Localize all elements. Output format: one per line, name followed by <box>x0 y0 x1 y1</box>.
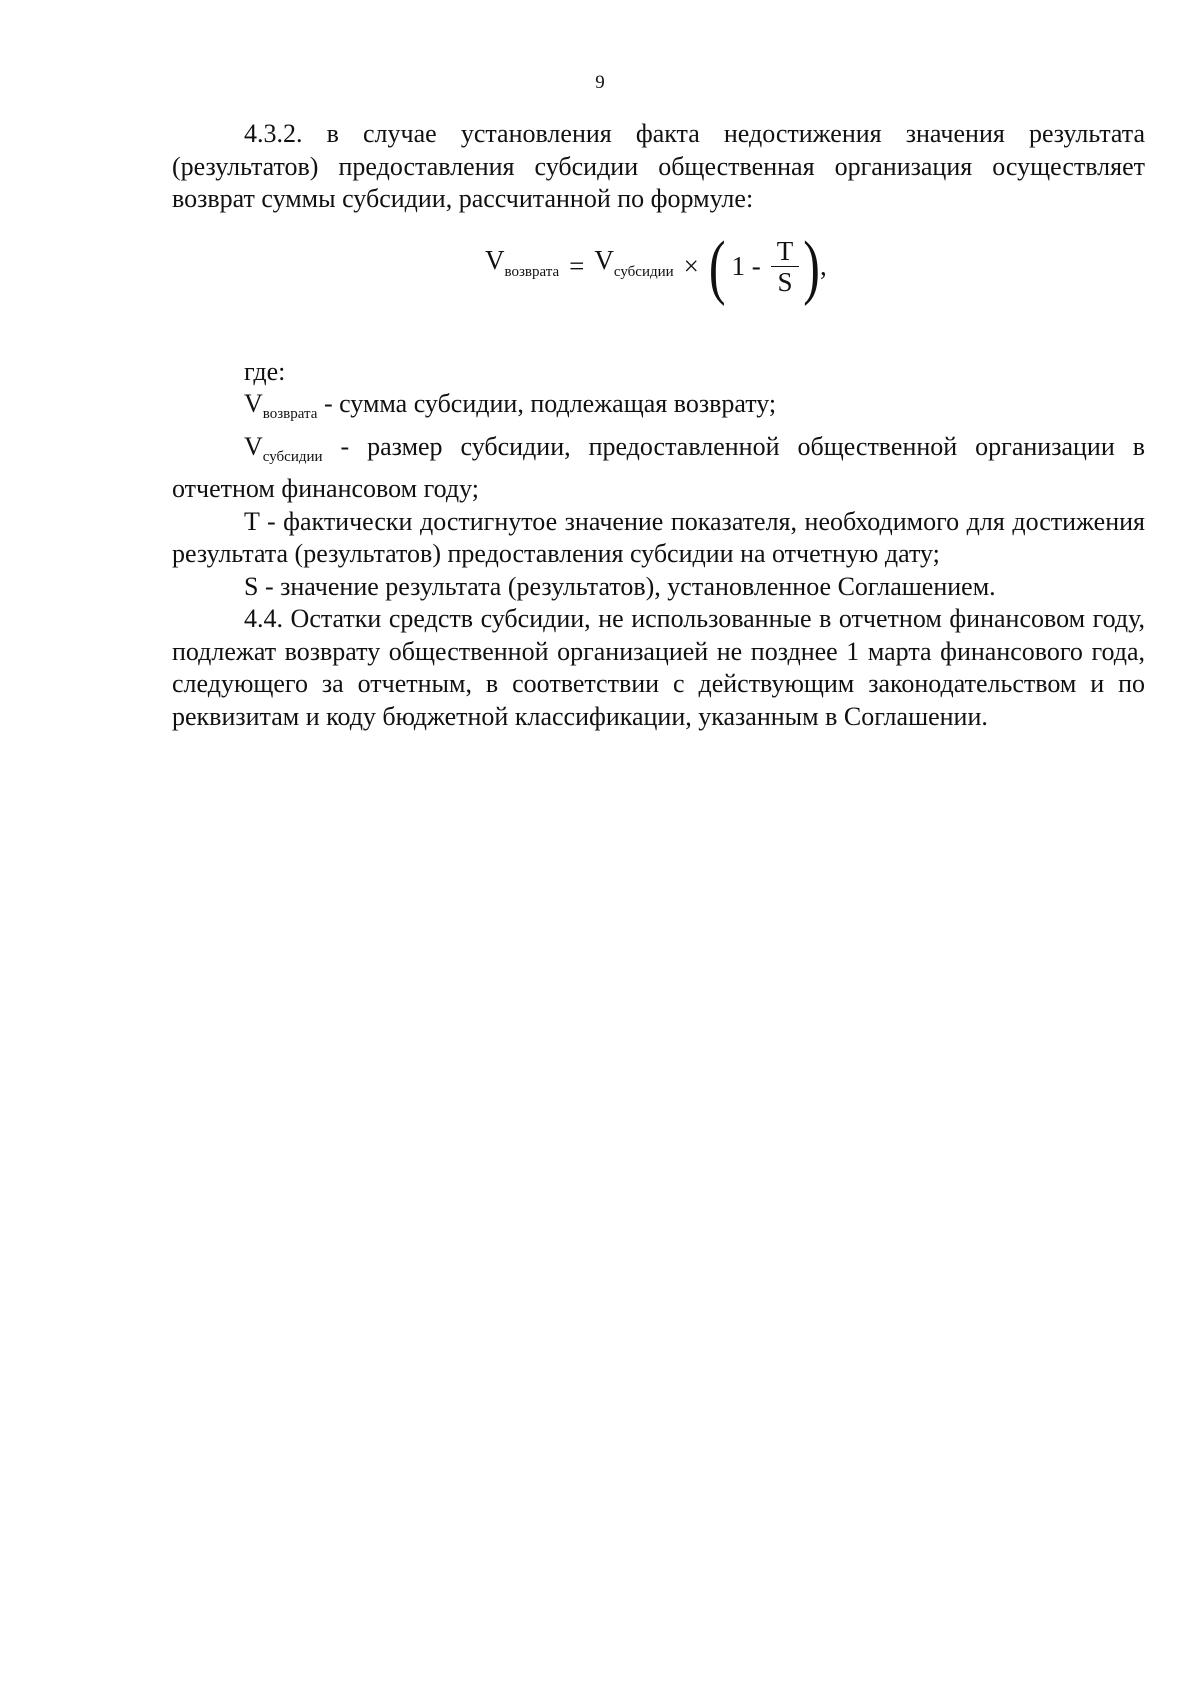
def-s: S - значение результата (результатов), установленное Соглашением. <box>244 571 996 601</box>
formula-rhs-var: V <box>594 245 614 275</box>
formula-equals: = <box>569 251 585 281</box>
document-body <box>172 118 1145 733</box>
formula-times: × <box>683 251 699 281</box>
where-label: где: <box>244 356 286 386</box>
formula-one-minus: 1 - <box>731 251 761 281</box>
formula-paren-left: ( <box>708 225 726 307</box>
def-v-return-var: V <box>244 389 263 418</box>
def-v-subsidy <box>172 431 1145 506</box>
def-v-subsidy-sub: субсидии <box>262 448 323 465</box>
formula-rhs <box>594 244 673 289</box>
formula-trailing-comma: , <box>819 251 827 281</box>
paragraph-4-4: 4.4. Остатки средств субсидии, не использованные в отчетном финансовом году, подлежат возврату общественной организацией не позднее 1 марта финансового года, следующего за отчетным, в соответствии с действующим законодательством и по реквизитам и коду бюджетной классификации, указанным в Соглашении. <box>172 604 1145 731</box>
def-v-subsidy-text: - размер субсидии, предоставленной общественной организации в отчетном финансовом году; <box>172 431 1145 503</box>
formula-denominator: S <box>777 267 793 297</box>
formula-block <box>172 216 1145 356</box>
def-v-subsidy-var: V <box>244 431 263 461</box>
formula-rhs-sub: субсидии <box>613 264 674 280</box>
paragraph-4-3-2: 4.3.2. в случае установления факта недостижения значения результата (результатов) предоставления субсидии общественная организация осуществляет возврат суммы субсидии, рассчитанной по формуле: <box>172 119 1145 213</box>
formula-fraction <box>771 236 800 298</box>
def-v-return-sub: возврата <box>262 406 318 422</box>
formula-lhs-var: V <box>485 245 505 275</box>
formula-numerator: T <box>776 235 794 266</box>
def-v-return-text: - сумма субсидии, подлежащая возврату; <box>317 389 777 418</box>
formula-paren-right: ) <box>803 225 820 307</box>
def-t: T - фактически достигнутое значение показателя, необходимого для достижения результата (результатов) предоставления субсидии на отчетную дату; <box>172 506 1145 568</box>
page-number: 9 <box>595 72 605 93</box>
return-formula <box>485 225 827 307</box>
formula-lhs-sub: возврата <box>504 264 560 280</box>
formula-lhs <box>485 244 559 289</box>
def-v-return <box>172 388 1145 431</box>
